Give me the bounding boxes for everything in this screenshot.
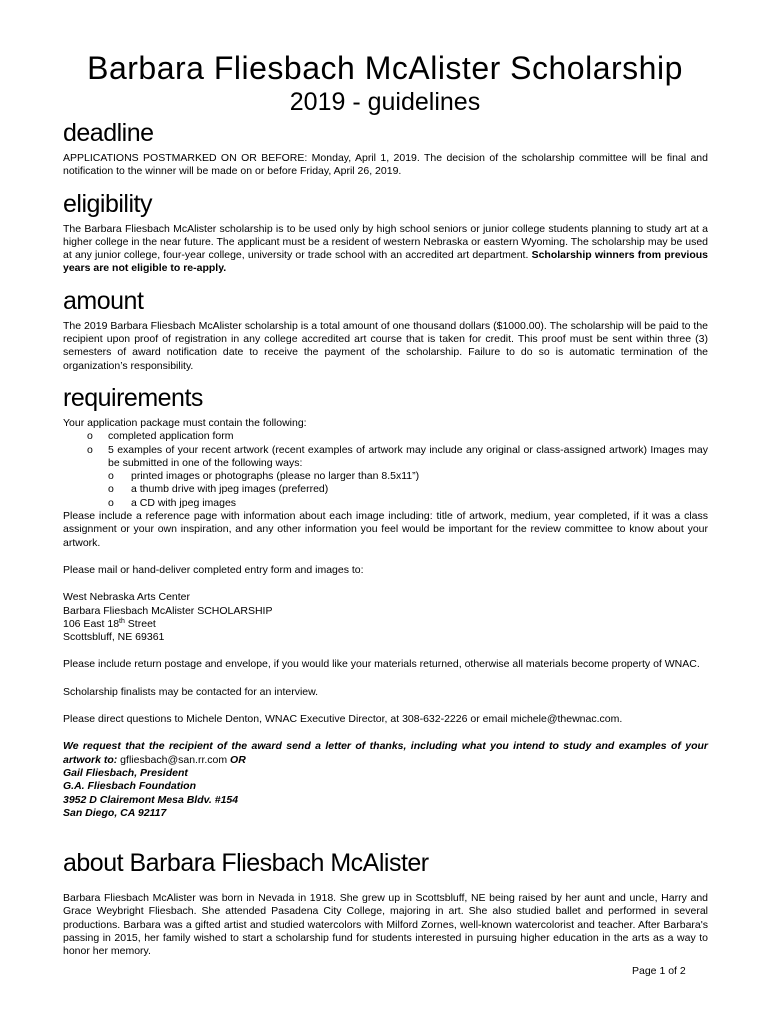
thank-you-request	[63, 740, 708, 820]
address-line: West Nebraska Arts Center	[63, 591, 191, 604]
eligibility-body: The Barbara Fliesbach McAlister scholarship is to be used only by high school seniors or junior college students planning to study art at a higher college in the near future. The applicant must be a resident of western Nebraska or eastern Wyoming. The scholarship may be used at any junior college, four-year college, university or trade school with an accredited art department.	[63, 222, 708, 262]
amount-heading: amount	[63, 286, 144, 315]
document-title: Barbara Fliesbach McAlister Scholarship	[87, 50, 683, 86]
bullet-icon: o	[87, 430, 93, 443]
return-postage-text: Please include return postage and envelope, if you would like your materials returned, otherwise all materials become property of WNAC.	[63, 658, 700, 671]
eligibility-heading: eligibility	[63, 189, 152, 218]
thanks-intro-text: We request that the recipient of the award send a letter of thanks, including what you intend to study and examples of your artwork to:	[63, 740, 708, 766]
bullet-icon: o	[108, 470, 114, 483]
street-suffix: th	[119, 617, 125, 625]
page-number: Page 1 of 2	[632, 965, 686, 977]
eligibility-text	[63, 223, 708, 276]
list-item	[108, 497, 708, 510]
requirements-intro: Your application package must contain the following:	[63, 416, 307, 429]
bullet-icon: o	[108, 483, 114, 496]
requirements-section	[63, 383, 708, 820]
document-body	[63, 118, 708, 969]
reference-page-text: Please include a reference page with information about each image including: title of artwork, medium, year completed, if it was a class assignment or your own inspiration, and any other information you feel would be important for the review committee to know about your artwork.	[63, 510, 708, 549]
thanks-street: 3952 D Clairemont Mesa Bldv. #154	[63, 793, 239, 806]
eligibility-section	[63, 189, 708, 276]
list-item	[108, 483, 708, 496]
thanks-name: Gail Fliesbach, President	[63, 766, 188, 779]
street-number: 106 East 18	[63, 617, 120, 630]
list-item-text: 5 examples of your recent artwork (recent examples of artwork may include any original or class-assigned artwork) Images may be submitted in one of the following ways:	[108, 443, 708, 469]
eligibility-note: Scholarship winners from previous years are not eligible to re-apply.	[63, 249, 708, 275]
deadline-section	[63, 118, 708, 179]
address-line: Barbara Fliesbach McAlister SCHOLARSHIP	[63, 604, 273, 617]
list-item	[108, 470, 708, 483]
thanks-or: OR	[227, 753, 246, 766]
requirements-heading: requirements	[63, 383, 203, 412]
requirements-list	[63, 430, 708, 510]
thanks-email: gfliesbach@san.rr.com	[117, 753, 228, 766]
bullet-icon: o	[108, 496, 114, 509]
street-name: Street	[124, 617, 156, 630]
list-item	[63, 430, 708, 443]
about-text: Barbara Fliesbach McAlister was born in Nevada in 1918. She grew up in Scottsbluff, NE being raised by her aunt and uncle, Harry and Grace Weybright Fliesbach. She attended Pasadena City College, majoring in art. She also studied ballet and performed in several productions. Barbara was a gifted artist and studied watercolors with Milford Zornes, well-known watercolorist and teacher. After Barbara's passing in 2015, her family wished to start a scholarship fund for students interested in pursuing higher education in the arts as a way to honor her memory.	[63, 892, 708, 958]
thanks-city: San Diego, CA 92117	[63, 806, 167, 819]
list-item-text: a CD with jpeg images	[131, 496, 237, 509]
deadline-text: APPLICATIONS POSTMARKED ON OR BEFORE: Monday, April 1, 2019. The decision of the scholarship committee will be final and notification to the winner will be made on or before Friday, April 26, 2019.	[63, 152, 708, 178]
list-item-text: a thumb drive with jpeg images (preferred)	[131, 483, 329, 496]
amount-section	[63, 286, 708, 373]
list-item	[63, 444, 708, 510]
address-street	[63, 618, 708, 631]
mail-intro: Please mail or hand-deliver completed entry form and images to:	[63, 563, 364, 576]
bullet-icon: o	[87, 443, 93, 456]
mailing-address	[63, 591, 708, 644]
document-subtitle: 2019 - guidelines	[289, 88, 481, 116]
address-city: Scottsbluff, NE 69361	[63, 631, 165, 644]
image-format-list	[108, 470, 708, 510]
list-item-text: completed application form	[108, 430, 234, 443]
deadline-heading: deadline	[63, 119, 154, 147]
list-item-text: printed images or photographs (please no larger than 8.5x11”)	[131, 470, 420, 483]
amount-text: The 2019 Barbara Fliesbach McAlister scholarship is a total amount of one thousand dollars ($1000.00). The scholarship will be paid to the recipient upon proof of registration in any college accredited art course that is taken for credit. This proof must be sent within three (3) semesters of award notification date to receive the payment of the scholarship. Failure to do so is automatic termination of the organization’s responsibility.	[63, 319, 708, 372]
about-section	[63, 848, 708, 958]
questions-text: Please direct questions to Michele Denton, WNAC Executive Director, at 308-632-2226 or email michele@thewnac.com.	[63, 713, 623, 726]
thanks-intro	[63, 740, 708, 767]
thanks-org: G.A. Fliesbach Foundation	[63, 780, 197, 793]
about-heading: about Barbara Fliesbach McAlister	[63, 849, 429, 878]
finalists-text: Scholarship finalists may be contacted for an interview.	[63, 685, 319, 698]
